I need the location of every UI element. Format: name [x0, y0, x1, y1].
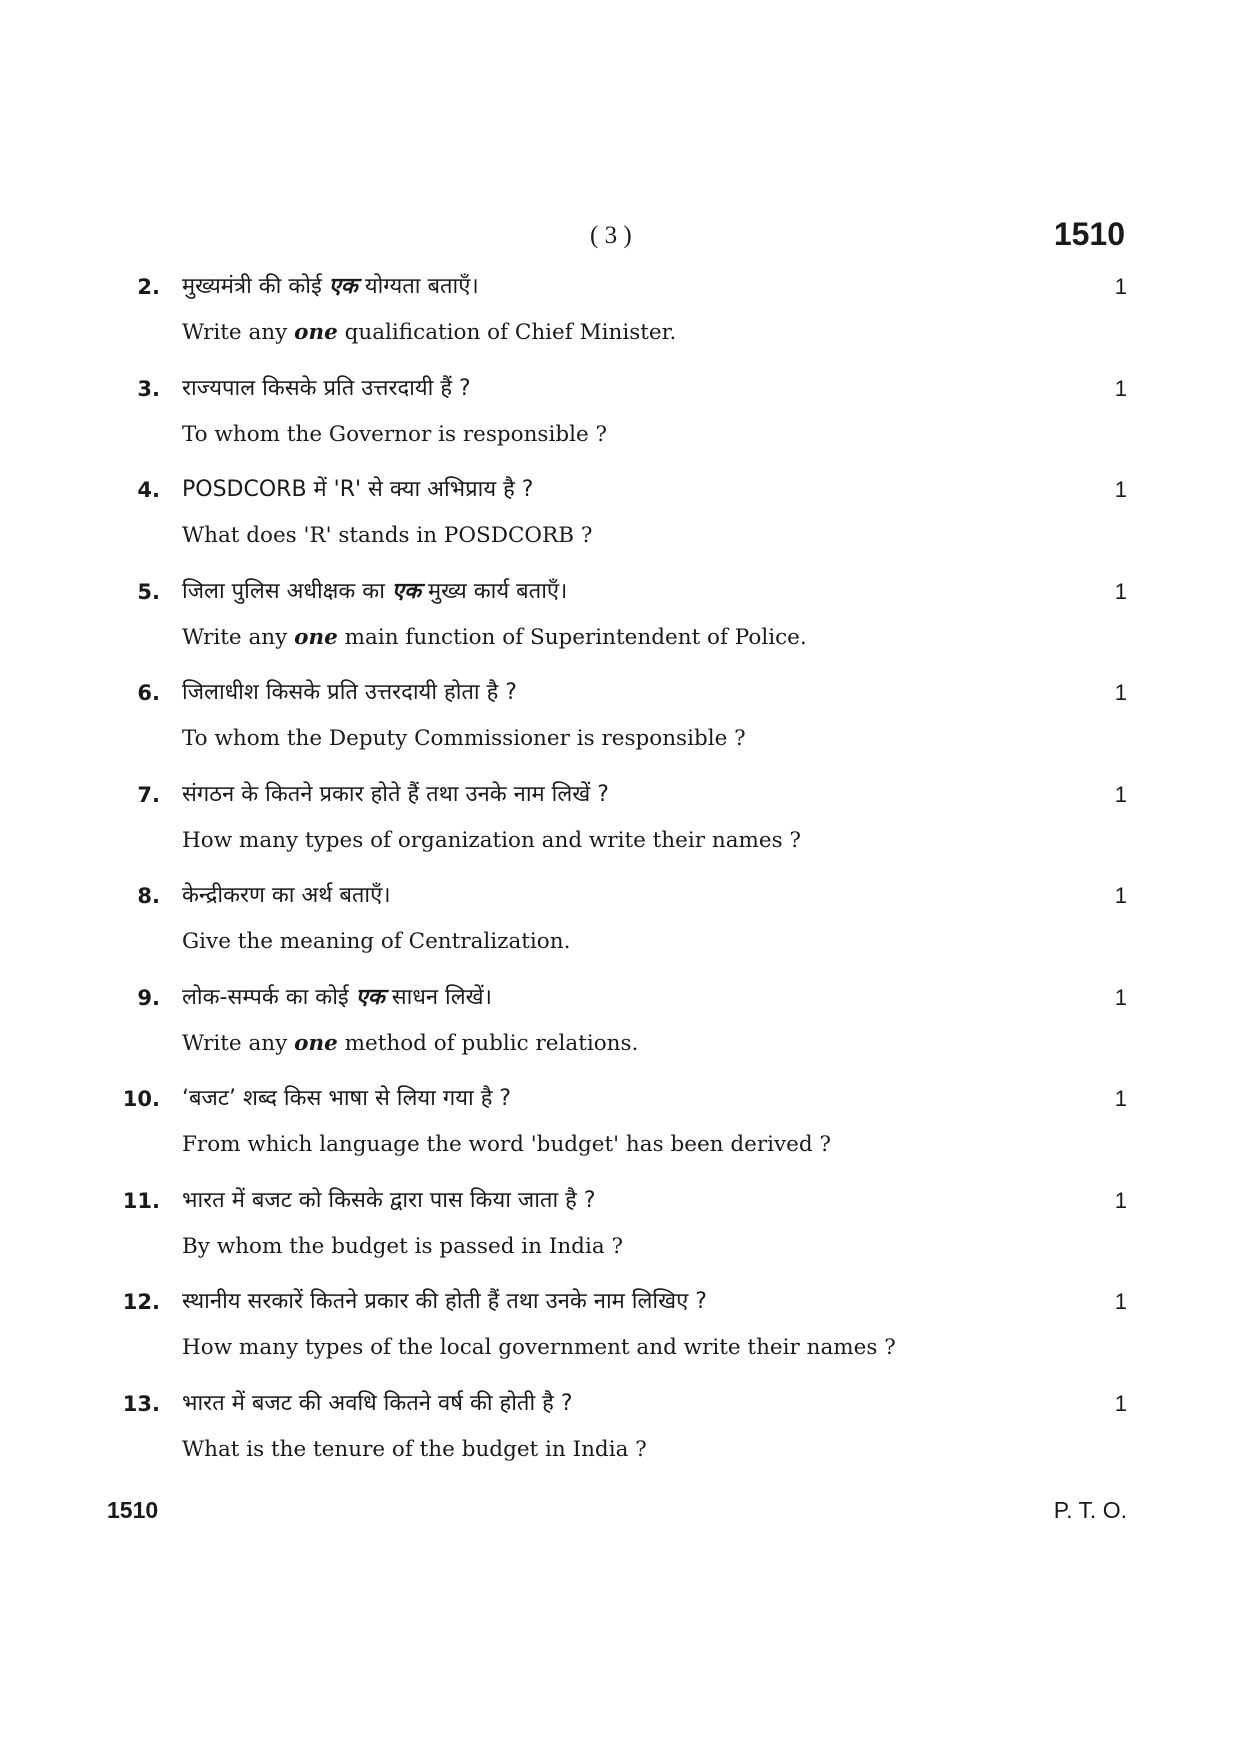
- question-item: [0, 881, 1240, 983]
- question-number: 9.: [137, 985, 160, 1010]
- question-item: [0, 1186, 1240, 1288]
- question-text-hindi: स्थानीय सरकारें कितने प्रकार की होती हैं तथा उनके नाम लिखिए ?: [182, 1289, 707, 1314]
- question-marks: 1: [1114, 781, 1127, 807]
- question-text-hindi: जिलाधीश किसके प्रति उत्तरदायी होता है ?: [182, 680, 517, 705]
- question-marks: 1: [1114, 1289, 1127, 1314]
- question-item: [0, 678, 1240, 780]
- question-item: [0, 577, 1240, 679]
- question-number: 8.: [137, 884, 160, 908]
- paper-code-header: 1510: [1053, 216, 1125, 252]
- question-marks: 1: [1114, 578, 1127, 604]
- question-list: [0, 272, 1240, 1490]
- question-number: 10.: [122, 1087, 160, 1111]
- question-number: 12.: [122, 1290, 160, 1314]
- question-text-english: Give the meaning of Centralization.: [182, 929, 571, 954]
- question-number: 7.: [137, 782, 160, 807]
- question-number: 2.: [137, 275, 160, 299]
- please-turn-over: P. T. O.: [1053, 1497, 1127, 1523]
- question-text-english: From which language the word 'budget' has been derived ?: [182, 1132, 831, 1157]
- question-marks: 1: [1114, 1390, 1127, 1416]
- question-marks: 1: [1114, 1187, 1127, 1213]
- question-number: 5.: [137, 579, 160, 604]
- question-marks: 1: [1114, 883, 1127, 908]
- question-item: [0, 1287, 1240, 1389]
- question-marks: 1: [1114, 274, 1127, 299]
- question-text-english: Write any one qualification of Chief Minister.: [182, 320, 677, 345]
- question-item: [0, 1084, 1240, 1186]
- question-text-english: How many types of organization and write their names ?: [182, 827, 802, 853]
- question-item: [0, 780, 1240, 882]
- question-number: 3.: [137, 376, 160, 401]
- question-item: [0, 983, 1240, 1085]
- question-marks: 1: [1114, 375, 1127, 401]
- question-text-english: To whom the Governor is responsible ?: [182, 421, 608, 447]
- question-item: [0, 374, 1240, 476]
- question-text-english: How many types of the local government and write their names ?: [182, 1335, 896, 1360]
- question-number: 13.: [122, 1391, 160, 1416]
- question-text-english: To whom the Deputy Commissioner is responsible ?: [182, 726, 746, 751]
- question-marks: 1: [1114, 1086, 1127, 1111]
- question-number: 11.: [122, 1188, 160, 1213]
- question-text-hindi: संगठन के कितने प्रकार होते हैं तथा उनके नाम लिखें ?: [182, 781, 609, 807]
- question-marks: 1: [1114, 477, 1127, 502]
- question-text-hindi: राज्यपाल किसके प्रति उत्तरदायी हैं ?: [182, 375, 471, 401]
- question-number: 4.: [137, 478, 160, 502]
- question-text-hindi: केन्द्रीकरण का अर्थ बताएँ।: [182, 883, 391, 908]
- question-text-english: What does 'R' stands in POSDCORB ?: [182, 523, 593, 548]
- question-text-hindi: मुख्यमंत्री की कोई एक योग्यता बताएँ।: [182, 274, 479, 299]
- question-item: [0, 1389, 1240, 1491]
- question-text-english: Write any one method of public relations.: [182, 1030, 639, 1056]
- question-text-hindi: ‘बजट’ शब्द किस भाषा से लिया गया है ?: [182, 1086, 512, 1111]
- question-number: 6.: [137, 681, 160, 705]
- question-marks: 1: [1114, 680, 1127, 705]
- question-text-hindi: भारत में बजट की अवधि कितने वर्ष की होती है ?: [182, 1390, 573, 1416]
- question-item: [0, 475, 1240, 577]
- question-text-hindi: लोक-सम्पर्क का कोई एक साधन लिखें।: [182, 984, 493, 1010]
- question-text-english: What is the tenure of the budget in India ?: [182, 1436, 647, 1462]
- question-text-english: Write any one main function of Superintendent of Police.: [182, 624, 807, 650]
- paper-code-footer: 1510: [107, 1497, 159, 1523]
- question-text-hindi: जिला पुलिस अधीक्षक का एक मुख्य कार्य बताएँ।: [182, 578, 568, 604]
- question-text-hindi: POSDCORB में 'R' से क्या अभिप्राय है ?: [182, 477, 534, 502]
- question-marks: 1: [1114, 984, 1127, 1010]
- question-text-english: By whom the budget is passed in India ?: [182, 1233, 624, 1259]
- question-text-hindi: भारत में बजट को किसके द्वारा पास किया जाता है ?: [182, 1187, 596, 1213]
- question-item: [0, 272, 1240, 374]
- page-number: ( 3 ): [590, 222, 632, 249]
